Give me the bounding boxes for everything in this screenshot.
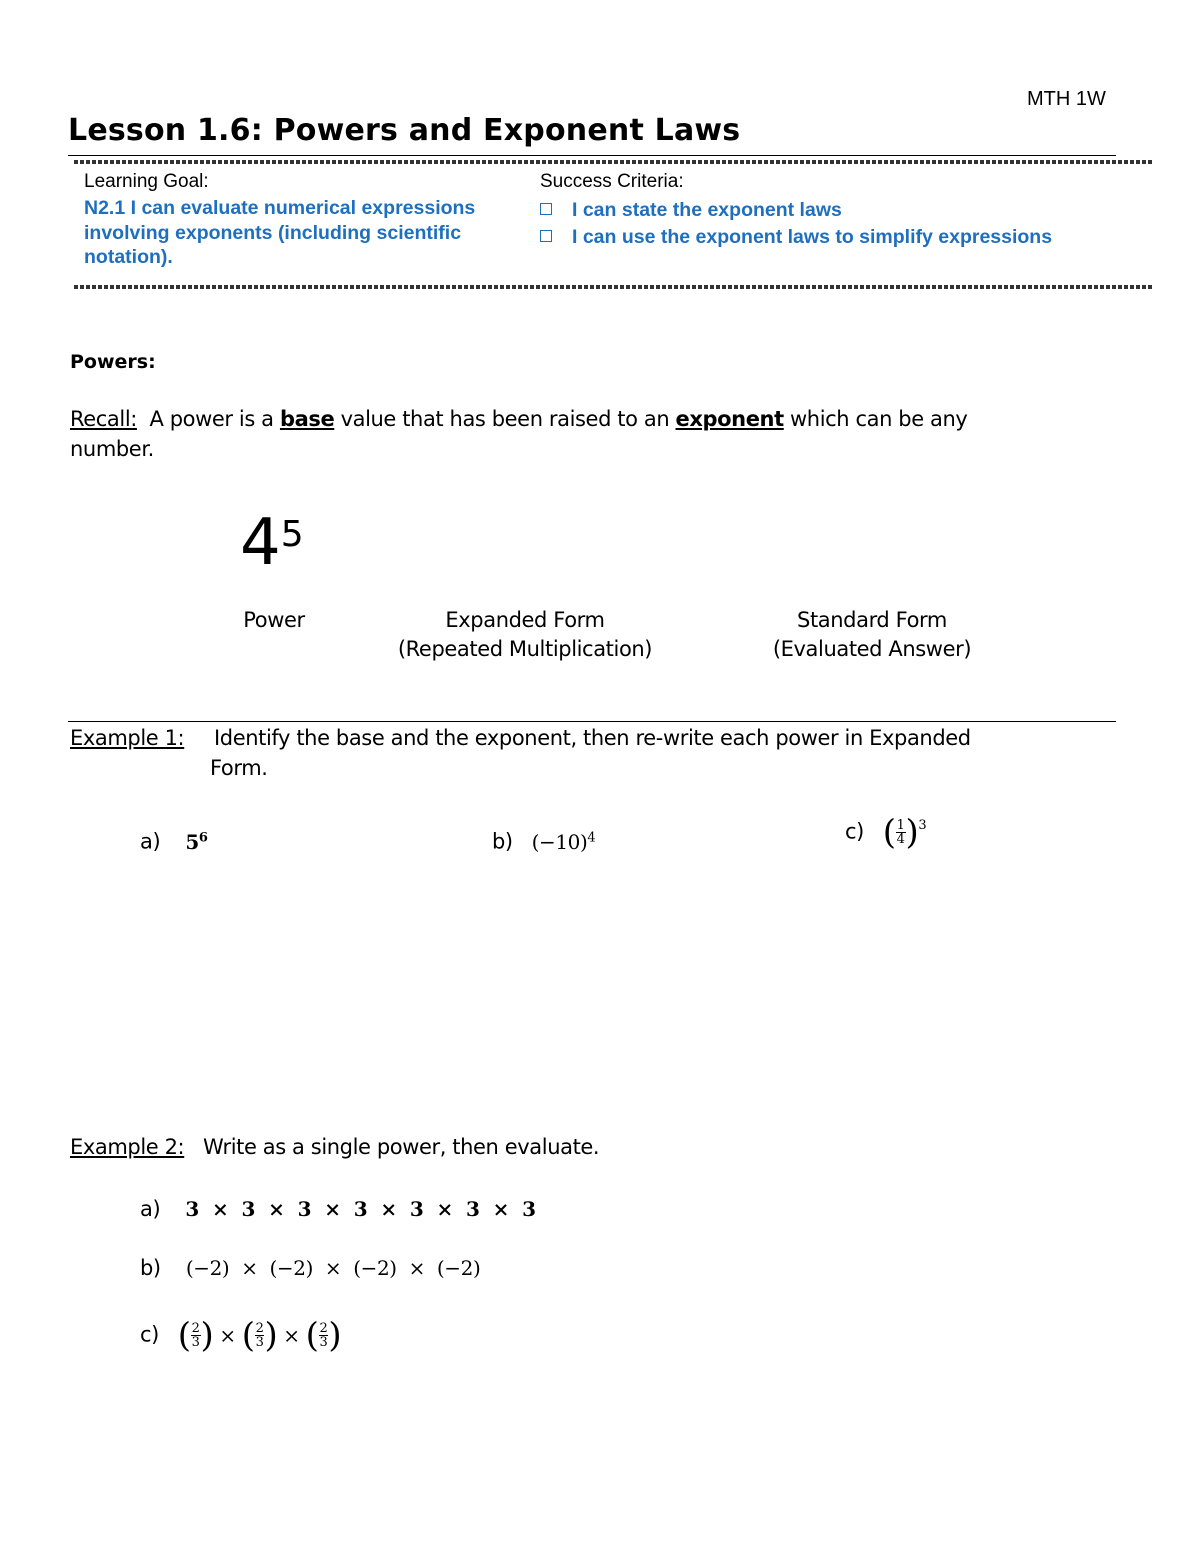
form-name: Standard Form (797, 608, 947, 632)
math-expression (185, 830, 207, 854)
example1-instruction (210, 723, 1114, 783)
fraction-denominator: 4 (896, 831, 905, 847)
divider-bottom (74, 285, 1152, 289)
recall-paragraph (70, 404, 1120, 464)
fraction-denominator: 3 (255, 1334, 264, 1350)
example1-item-b (492, 823, 595, 857)
math-expression: 3 × 3 × 3 × 3 × 3 × 3 × 3 (185, 1197, 536, 1221)
item-letter: b) (492, 829, 513, 854)
learning-goal-line: N2.1 I can evaluate numerical expressions (84, 197, 476, 219)
section-rule (68, 721, 1116, 722)
fraction-denominator: 3 (191, 1334, 200, 1350)
example2-item-b (140, 1253, 480, 1283)
learning-goal-line: notation). (84, 246, 173, 268)
learning-goal-line: involving exponents (including scientific (84, 221, 462, 244)
math-expression: ( $\frac{1}{4}$ )$^3$ (882, 812, 927, 852)
fraction-numerator: 1 (896, 817, 905, 833)
title-rule (68, 155, 1116, 156)
fraction (896, 819, 906, 846)
math-base: 5 (185, 829, 199, 854)
criterion-text: I can use the exponent laws to simplify expressions (572, 226, 1053, 248)
math-expression (532, 830, 596, 854)
example2-item-a (140, 1194, 536, 1224)
example2-instruction: Write as a single power, then evaluate. (203, 1135, 600, 1159)
example2-item-c (140, 1315, 342, 1355)
learning-goal-text (84, 196, 475, 270)
power-exponent: 5 (280, 514, 304, 555)
divider-top (74, 160, 1152, 164)
lesson-title: Lesson 1.6: Powers and Exponent Laws (68, 113, 741, 148)
fraction-numerator: 2 (255, 1320, 264, 1336)
math-base: (−10) (531, 829, 588, 854)
times-sign: × (283, 1323, 300, 1347)
recall-text: number. (70, 437, 154, 461)
item-letter: a) (140, 1197, 161, 1221)
item-letter: a) (140, 829, 161, 854)
math-exponent: 4 (587, 830, 596, 845)
learning-goal-label: Learning Goal: (84, 171, 209, 192)
instruction-line: Form. (210, 756, 268, 780)
example2-heading (70, 1132, 599, 1162)
fraction (255, 1322, 265, 1349)
example-power (240, 508, 304, 578)
form-sub: (Repeated Multiplication) (397, 637, 653, 661)
math-expression: (−2) × (−2) × (−2) × (−2) (185, 1256, 481, 1280)
fraction-numerator: 2 (191, 1320, 200, 1336)
instruction-line: Identify the base and the exponent, then re-write each power in Expanded (214, 726, 971, 750)
course-code: MTH 1W (1027, 88, 1106, 110)
fraction-numerator: 2 (319, 1320, 328, 1336)
item-letter: b) (140, 1256, 161, 1280)
fraction (191, 1322, 201, 1349)
criterion-text: I can state the exponent laws (572, 199, 842, 221)
form-sub: (Evaluated Answer) (772, 637, 972, 661)
fraction-denominator: 3 (319, 1334, 328, 1350)
example-label: Example 1: (70, 726, 185, 750)
form-name: Expanded Form (445, 608, 605, 632)
base-term: base (279, 407, 335, 431)
example1-label (70, 723, 184, 753)
math-exponent: 3 (918, 818, 927, 833)
success-criteria-list (540, 197, 1052, 251)
success-criteria-label: Success Criteria: (540, 171, 684, 192)
fraction (319, 1322, 329, 1349)
checkbox-icon (540, 203, 552, 215)
recall-label: Recall: (70, 407, 137, 431)
math-expression: ( $\frac{2}{3}$ ) × ( $\frac{2}{3}$ ) × ( $\frac{2}{3}$ ) (177, 1315, 342, 1355)
math-exponent: 6 (198, 830, 208, 845)
form-power (224, 606, 324, 635)
recall-text: A power is a (149, 407, 274, 431)
recall-text: value that has been raised to an (340, 407, 670, 431)
item-letter: c) (845, 819, 864, 844)
times-sign: × (219, 1323, 236, 1347)
checkbox-icon (540, 230, 552, 242)
criterion-item (540, 224, 1052, 251)
example1-item-a (140, 823, 208, 857)
exponent-term: exponent (675, 407, 784, 431)
example-label: Example 2: (70, 1135, 185, 1159)
item-letter: c) (140, 1322, 159, 1347)
criterion-item (540, 197, 1052, 224)
form-name: Power (243, 608, 305, 632)
power-base: 4 (240, 506, 281, 580)
form-standard (742, 606, 1002, 664)
recall-text: which can be any (790, 407, 968, 431)
form-expanded (360, 606, 690, 664)
powers-heading: Powers: (70, 351, 156, 373)
example1-item-c (845, 812, 927, 852)
